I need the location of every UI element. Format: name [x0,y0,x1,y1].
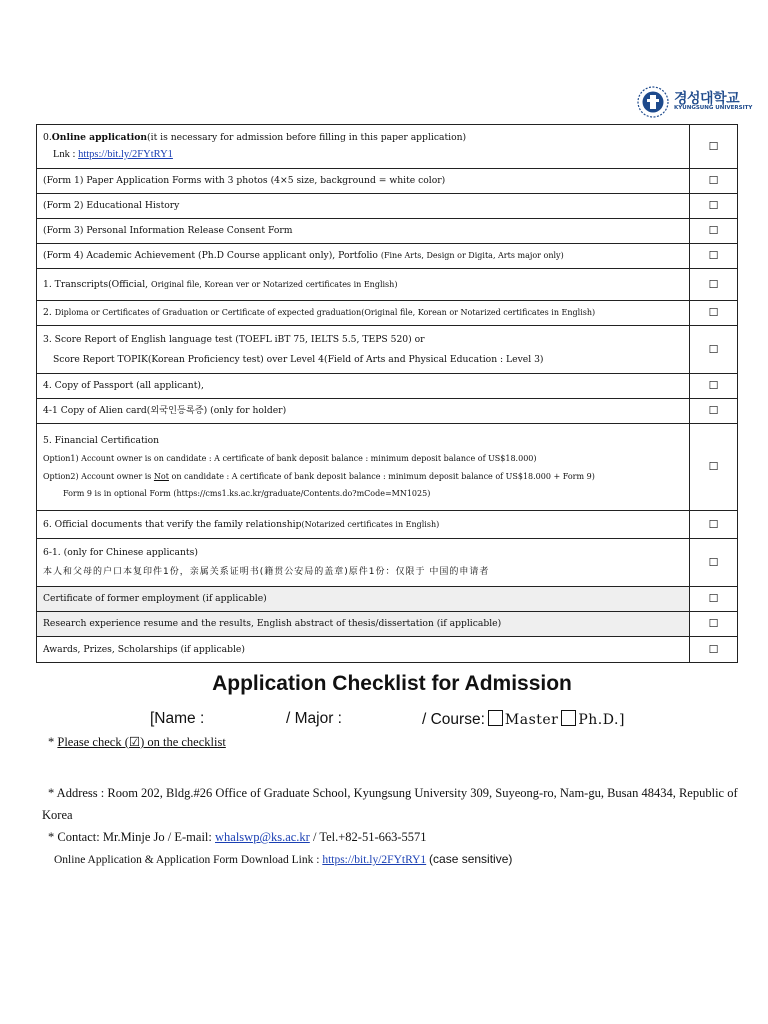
row-text: 2. [43,307,55,319]
contact-line [48,830,427,845]
checklist-row [37,539,738,587]
row-text: Research experience resume and the results, English abstract of thesis/dissertation (if applicable) [37,612,690,637]
row-text: 5. Financial Certification [43,435,160,447]
link-label: Lnk : [53,148,79,160]
case-sensitive-note: (case sensitive) [429,852,513,866]
checklist-row [37,374,738,399]
checkbox[interactable]: ☐ [690,424,738,511]
row-text: 6-1. (only for Chinese applicants) [43,547,198,559]
checkbox[interactable]: ☐ [690,244,738,269]
checklist-row [37,244,738,269]
logo-english-name: KYUNGSUNG UNIVERSITY [674,105,753,111]
row-text: 6. Official documents that verify the family relationship [43,518,302,530]
row-text: 4. Copy of Passport (all applicant), [37,374,690,399]
download-link[interactable]: https://bit.ly/2FYtRY1 [322,854,427,866]
checklist-row [37,194,738,219]
checkbox[interactable]: ☐ [690,587,738,612]
row-text: on candidate : A certificate of bank deposit balance : minimum deposit balance of US$18.000 + Form 9) [168,471,595,481]
checkbox[interactable]: ☐ [690,301,738,326]
checkbox[interactable]: ☐ [690,374,738,399]
row-text: 3. Score Report of English language test (TOEFL iBT 75, IELTS 5.5, TEPS 520) or [43,334,425,346]
checkbox[interactable]: ☐ [690,169,738,194]
checkbox[interactable]: ☐ [690,539,738,587]
master-option-label: Master [504,712,559,728]
checkbox[interactable]: ☐ [690,125,738,169]
contact-label: * Contact: Mr.Minje Jo / E-mail: [48,830,215,844]
major-label: / Major : [286,710,342,727]
page-title: Application Checklist for Admission [212,672,572,695]
row-note: (Fine Arts, Design or Digita, Arts major only) [380,251,564,261]
row-note: (Notarized certificates in English) [301,519,440,529]
checkbox[interactable]: ☐ [690,326,738,374]
checklist-row [37,612,738,637]
check-instruction-text: Please check (☑) on the checklist [57,735,226,749]
row-text: Not [153,471,169,481]
master-checkbox[interactable] [488,710,503,726]
phd-option-label: Ph.D.] [578,712,625,728]
checklist-row [37,587,738,612]
university-logo [636,84,753,124]
contact-email-link[interactable]: whalswp@ks.ac.kr [215,830,310,844]
checkbox[interactable]: ☐ [690,511,738,539]
row-text: (Form 2) Educational History [37,194,690,219]
checklist-row [37,637,738,663]
contact-tel: / Tel.+82-51-663-5571 [309,830,427,844]
row-note: Diploma or Certificates of Graduation or Certificate of expected graduation(Original file, Korean or Notarized certificates in English) [54,308,596,318]
checkbox[interactable]: ☐ [690,612,738,637]
row-text: 4-1 Copy of Alien card(외국인등록증) (only for holder) [37,399,690,424]
online-application-link[interactable]: https://bit.ly/2FYtRY1 [78,148,173,160]
address-line-2: Korea [42,808,73,822]
bullet: * [48,735,58,749]
checklist-table [36,124,738,663]
row-text: Awards, Prizes, Scholarships (if applicable) [37,637,690,663]
checkbox[interactable]: ☐ [690,637,738,663]
checklist-row [37,301,738,326]
checklist-row [37,424,738,511]
checklist-row [37,269,738,301]
checkbox[interactable]: ☐ [690,399,738,424]
checkbox[interactable]: ☐ [690,219,738,244]
row-text: Certificate of former employment (if applicable) [37,587,690,612]
address-line-1: * Address : Room 202, Bldg.#26 Office of Graduate School, Kyungsung University 309, Suyeong-ro, Nam-gu, Busan 48434, Republic of [48,786,738,800]
checkbox[interactable]: ☐ [690,269,738,301]
checklist-row [37,125,738,169]
checklist-row [37,511,738,539]
phd-checkbox[interactable] [561,710,576,726]
row-text: Form 9 is in optional Form (https://cms1.ks.ac.kr/graduate/Contents.do?mCode=MN1025) [63,489,431,499]
row-text: (it is necessary for admission before filling in this paper application) [147,131,467,143]
row-text: (Form 1) Paper Application Forms with 3 photos (4×5 size, background = white color) [37,169,690,194]
download-label: Online Application & Application Form Download Link : [54,854,323,866]
checklist-row [37,219,738,244]
row-note: Original file, Korean ver or Notarized certificates in English) [151,279,398,289]
course-field [422,710,625,729]
row-text: Score Report TOPIK(Korean Proficiency test) over Level 4(Field of Arts and Physical Education : Level 3) [53,353,544,365]
row-text: (Form 3) Personal Information Release Consent Form [37,219,690,244]
name-label: [Name : [150,710,205,727]
row-number: 0. [43,131,52,143]
download-line [54,852,512,866]
row-text: 本人和父母的户口本复印件1份，亲属关系证明书(籍贯公安局的盖章)原件1份：仅限于 中国的申请者 [43,567,490,578]
row-text: Option1) Account owner is on candidate : A certificate of bank deposit balance : minimum deposit balance of US$18.000) [43,454,537,464]
row-text: Option2) Account owner is [43,471,154,481]
course-label: / Course: [422,711,485,728]
check-instruction [48,734,226,750]
checkbox[interactable]: ☐ [690,194,738,219]
university-emblem-icon [636,84,670,120]
checklist-row [37,399,738,424]
row-text: (Form 4) Academic Achievement (Ph.D Course applicant only), Portfolio [43,250,381,262]
row-text: 1. Transcripts(Official, [43,278,152,290]
checklist-row [37,169,738,194]
online-application-label: Online application [51,131,148,143]
checklist-row [37,326,738,374]
logo-korean-name: 경성대학교 [674,91,740,107]
